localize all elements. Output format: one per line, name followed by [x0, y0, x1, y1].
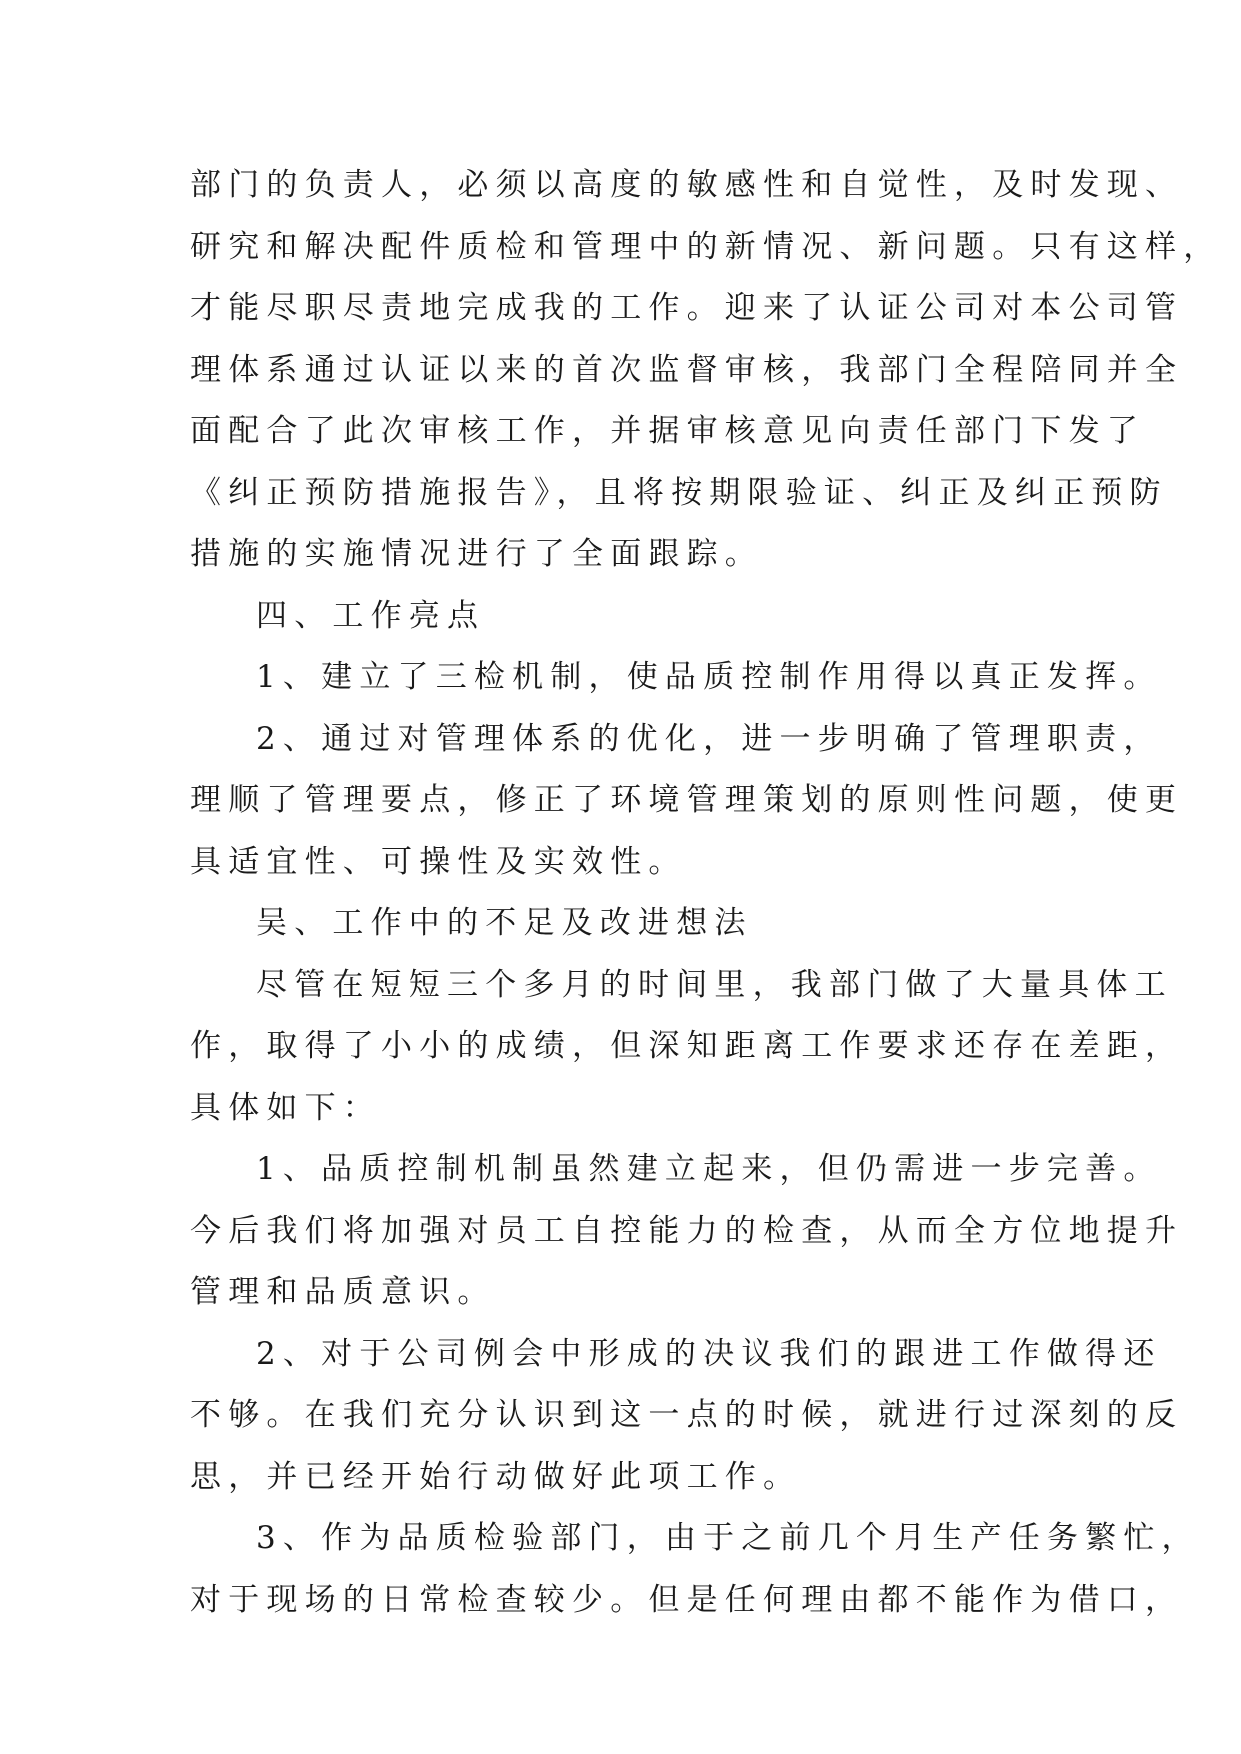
document-body: [190, 155, 1222, 1631]
text-line: 理顺了管理要点，修正了环境管理策划的原则性问题，使更: [190, 782, 1184, 818]
section-heading: 吴、工作中的不足及改进想法: [256, 905, 753, 941]
text-line: 面配合了此次审核工作，并据审核意见向责任部门下发了: [190, 413, 1145, 449]
text-line: 作，取得了小小的成绩，但深知距离工作要求还存在差距，: [190, 1028, 1184, 1064]
text-line: 尽管在短短三个多月的时间里，我部门做了大量具体工: [256, 966, 1173, 1003]
text-line: 部门的负责人，必须以高度的敏感性和自觉性，及时发现、: [190, 167, 1184, 203]
text-line: 措施的实施情况进行了全面跟踪。: [190, 536, 763, 572]
text-line: 对于现场的日常检查较少。但是任何理由都不能作为借口，: [190, 1581, 1184, 1618]
text-line: 具体如下：: [190, 1089, 381, 1126]
section-heading: 四、工作亮点: [256, 597, 486, 634]
text-line: 思，并已经开始行动做好此项工作。: [190, 1458, 802, 1495]
text-line: 1、品质控制机制虽然建立起来，但仍需进一步完善。: [256, 1151, 1162, 1187]
text-line: 不够。在我们充分认识到这一点的时候，就进行过深刻的反: [190, 1397, 1184, 1433]
text-line: 2、对于公司例会中形成的决议我们的跟进工作做得还: [256, 1335, 1162, 1372]
text-line: 管理和品质意识。: [190, 1274, 496, 1310]
text-line: 才能尽职尽责地完成我的工作。迎来了认证公司对本公司管: [190, 290, 1184, 326]
text-line: 2、通过对管理体系的优化，进一步明确了管理职责，: [256, 720, 1162, 757]
text-line: 《纠正预防措施报告》，且将按期限验证、纠正及纠正预防: [190, 474, 1168, 511]
text-line: 今后我们将加强对员工自控能力的检查，从而全方位地提升: [190, 1212, 1184, 1249]
text-line: 1、建立了三检机制，使品质控制作用得以真正发挥。: [256, 659, 1162, 695]
text-line: 研究和解决配件质检和管理中的新情况、新问题。只有这样，: [190, 228, 1222, 265]
text-line: 理体系通过认证以来的首次监督审核，我部门全程陪同并全: [190, 351, 1184, 388]
text-line: 3、作为品质检验部门，由于之前几个月生产任务繁忙，: [256, 1520, 1200, 1556]
text-line: 具适宜性、可操性及实效性。: [190, 843, 687, 880]
